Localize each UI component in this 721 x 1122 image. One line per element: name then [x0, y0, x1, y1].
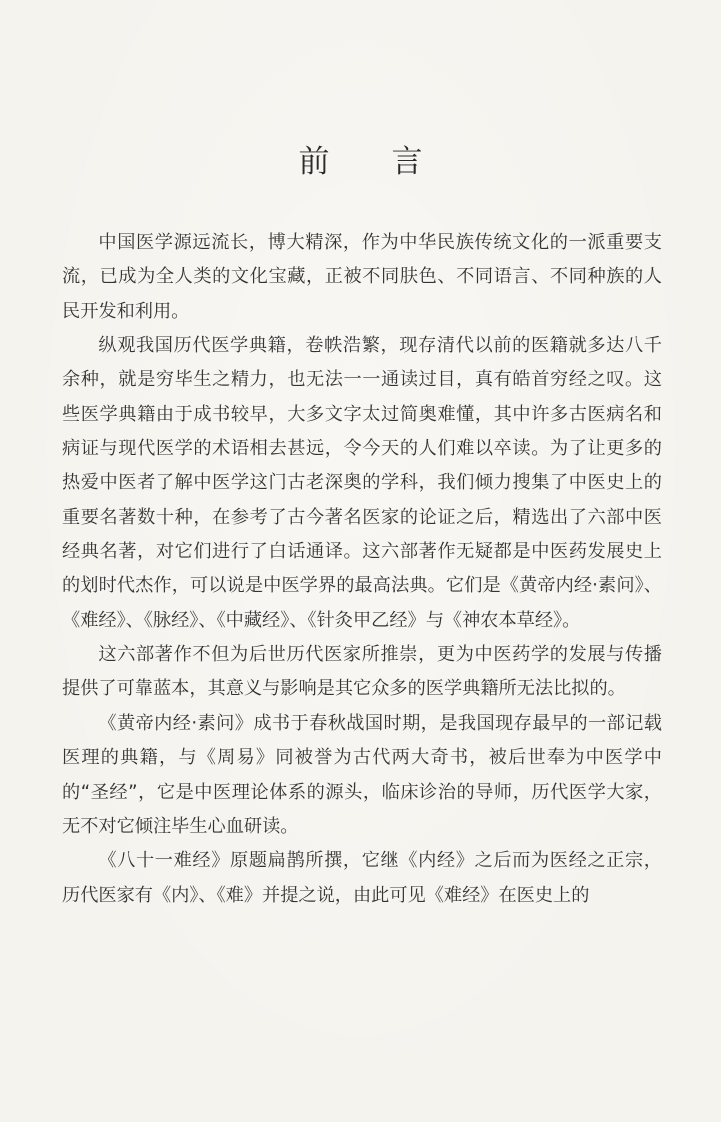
body-text [62, 226, 662, 913]
paragraph-4: 《黄帝内经·素问》成书于春秋战国时期，是我国现存最早的一部记载医理的典籍，与《周易》同被誉为古代两大奇书，被后世奉为中医学中的“圣经”，它是中医理论体系的源头，临床诊治的导师，历代医学大家，无不对它倾注毕生心血研读。 [62, 712, 662, 837]
page-title: 前言 [298, 144, 485, 180]
paragraph-1: 中国医学源远流长，博大精深，作为中华民族传统文化的一派重要支流，已成为全人类的文化宝藏，正被不同肤色、不同语言、不同种族的人民开发和利用。 [62, 232, 662, 322]
paragraph-5: 《八十一难经》原题扁鹊所撰，它继《内经》之后而为医经之正宗，历代医家有《内》、《难》并提之说，由此可见《难经》在医史上的 [62, 850, 662, 906]
paragraph-3: 这六部著作不但为后世历代医家所推崇，更为中医药学的发展与传播提供了可靠蓝本，其意义与影响是其它众多的医学典籍所无法比拟的。 [62, 644, 662, 700]
paragraph-2: 纵观我国历代医学典籍，卷帙浩繁，现存清代以前的医籍就多达八千余种，就是穷毕生之精力，也无法一一通读过目，真有皓首穷经之叹。这些医学典籍由于成书较早，大多文字太过简奥难懂，其中许多古医病名和病证与现代医学的术语相去甚远，令今天的人们难以卒读。为了让更多的热爱中医者了解中医学这门古老深奥的学科，我们倾力搜集了中医史上的重要名著数十种，在参考了古今著名医家的论证之后，精选出了六部中医经典名著，对它们进行了白话通译。这六部著作无疑都是中医药发展史上的划时代杰作，可以说是中医学界的最高法典。它们是《黄帝内经·素问》、《难经》、《脉经》、《中藏经》、《针灸甲乙经》与《神农本草经》。 [62, 335, 662, 631]
